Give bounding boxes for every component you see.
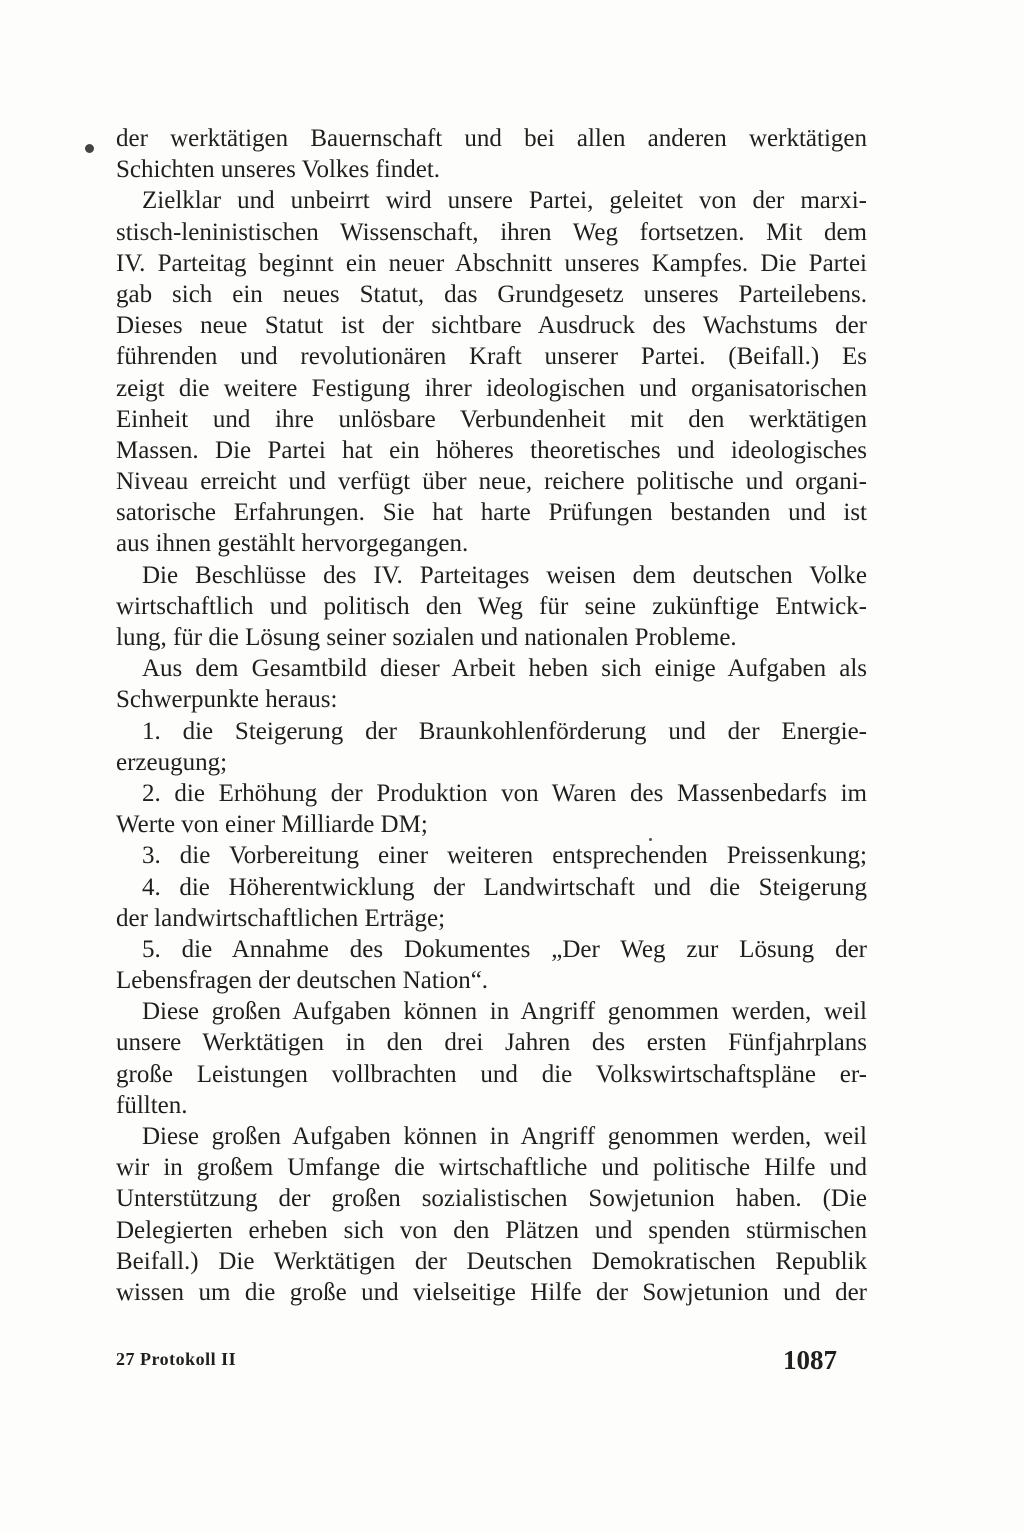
text-line: gab sich ein neues Statut, das Grundgesetz unseres Parteilebens. xyxy=(116,280,867,308)
text-line: Schichten unseres Volkes findet. xyxy=(116,156,441,184)
text-line: Beifall.) Die Werktätigen der Deutschen Demokratischen Republik xyxy=(116,1247,867,1275)
margin-ink-dot xyxy=(85,144,94,153)
text-line: wirtschaftlich und politisch den Weg für seine zukünftige Entwick- xyxy=(116,592,867,620)
text-line: Die Beschlüsse des IV. Parteitages weisen dem deutschen Volke xyxy=(142,561,867,589)
text-line: Diese großen Aufgaben können in Angriff genommen werden, weil xyxy=(142,1123,867,1150)
page-footer xyxy=(116,1345,867,1385)
text-line: führenden und revolutionären Kraft unserer Partei. (Beifall.) Es xyxy=(116,343,867,371)
text-line: Zielklar und unbeirrt wird unsere Partei, geleitet von der marxi- xyxy=(142,187,867,215)
text-line: große Leistungen vollbrachten und die Volkswirtschaftspläne er- xyxy=(116,1060,867,1088)
text-line: Niveau erreicht und verfügt über neue, reichere politische und organi- xyxy=(116,468,867,496)
text-line: füllten. xyxy=(116,1091,188,1119)
text-line: Werte von einer Milliarde DM; xyxy=(116,811,428,839)
text-line: Massen. Die Partei hat ein höheres theoretisches und ideologisches xyxy=(116,436,867,464)
text-line: unsere Werktätigen in den drei Jahren des ersten Fünfjahrplans xyxy=(116,1029,867,1057)
text-line: stisch-leninistischen Wissenschaft, ihren Weg fortsetzen. Mit dem xyxy=(116,218,867,246)
text-line: IV. Parteitag beginnt ein neuer Abschnitt unseres Kampfes. Die Partei xyxy=(116,249,867,277)
printer-signature: 27 Protokoll II xyxy=(116,1349,237,1369)
text-line: lung, für die Lösung seiner sozialen und nationalen Probleme. xyxy=(116,624,737,651)
text-line: Dieses neue Statut ist der sichtbare Ausdruck des Wachstums der xyxy=(116,312,867,340)
text-line: der werktätigen Bauernschaft und bei allen anderen werktätigen xyxy=(116,125,867,152)
text-line: 1. die Steigerung der Braunkohlenförderung und der Energie- xyxy=(142,717,867,745)
text-line: Lebensfragen der deutschen Nation“. xyxy=(116,967,489,995)
text-line: Einheit und ihre unlösbare Verbundenheit mit den werktätigen xyxy=(116,405,867,433)
text-line: Schwerpunkte heraus: xyxy=(116,686,338,714)
text-line: wissen um die große und vielseitige Hilfe der Sowjetunion und der xyxy=(116,1278,867,1306)
text-line: Diese großen Aufgaben können in Angriff genommen werden, weil xyxy=(142,998,867,1026)
text-line: wir in großem Umfange die wirtschaftliche und politische Hilfe und xyxy=(116,1154,867,1182)
text-line: 4. die Höherentwicklung der Landwirtschaft und die Steigerung xyxy=(142,873,867,901)
text-line: Aus dem Gesamtbild dieser Arbeit heben sich einige Aufgaben als xyxy=(142,655,867,683)
page-number: 1087 xyxy=(783,1345,837,1375)
text-line: Unterstützung der großen sozialistischen Sowjetunion haben. (Die xyxy=(116,1185,867,1213)
text-line: 3. die Vorbereitung einer weiteren entsprechenden Preissenkung; xyxy=(142,842,867,870)
text-line: 2. die Erhöhung der Produktion von Waren des Massenbedarfs im xyxy=(142,779,867,807)
text-line: der landwirtschaftlichen Erträge; xyxy=(116,904,446,932)
text-line: satorische Erfahrungen. Sie hat harte Prüfungen bestanden und ist xyxy=(116,499,867,527)
text-line: 5. die Annahme des Dokumentes „Der Weg zur Lösung der xyxy=(142,935,867,963)
body-text xyxy=(116,123,867,1308)
text-line: zeigt die weitere Festigung ihrer ideologischen und organisatorischen xyxy=(116,374,867,402)
text-line: aus ihnen gestählt hervorgegangen. xyxy=(116,530,469,558)
text-line: Delegierten erheben sich von den Plätzen und spenden stürmischen xyxy=(116,1216,867,1244)
text-line: erzeugung; xyxy=(116,748,228,776)
